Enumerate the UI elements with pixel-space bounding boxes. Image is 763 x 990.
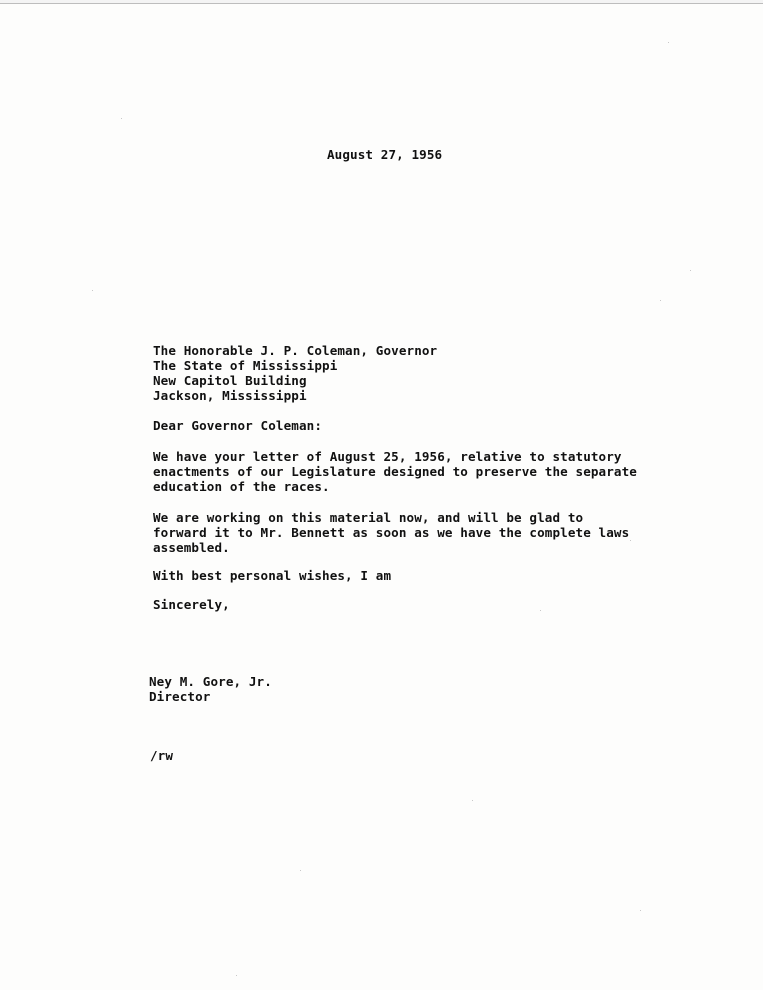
page-top-edge bbox=[0, 0, 763, 4]
paragraph-line: We have your letter of August 25, 1956, relative to statutory bbox=[153, 449, 622, 464]
salutation: Dear Governor Coleman: bbox=[153, 418, 323, 433]
paper-speck bbox=[690, 270, 691, 271]
recipient-line: The State of Mississippi bbox=[153, 358, 338, 373]
signer-name: Ney M. Gore, Jr. bbox=[149, 674, 272, 689]
paper-speck bbox=[472, 800, 473, 801]
paper-speck bbox=[236, 975, 237, 976]
paragraph-line: education of the races. bbox=[153, 479, 330, 494]
paragraph-line: We are working on this material now, and will be glad to bbox=[153, 510, 584, 525]
complimentary-close: Sincerely, bbox=[153, 597, 230, 612]
paper-speck bbox=[540, 610, 541, 611]
reference-initials: /rw bbox=[150, 748, 174, 763]
paragraph-line: assembled. bbox=[153, 540, 230, 555]
paper-speck bbox=[660, 300, 661, 301]
paragraph-line: forward it to Mr. Bennett as soon as we have the complete laws bbox=[153, 525, 630, 540]
signer-title: Director bbox=[149, 689, 211, 704]
paper-speck bbox=[630, 540, 631, 541]
paper-speck bbox=[668, 42, 669, 43]
paper-speck bbox=[121, 118, 122, 119]
paper-speck bbox=[640, 910, 641, 911]
recipient-line: The Honorable J. P. Coleman, Governor bbox=[153, 343, 438, 358]
paragraph-line: enactments of our Legislature designed to preserve the separate bbox=[153, 464, 637, 479]
recipient-line: New Capitol Building bbox=[153, 373, 307, 388]
paper-speck bbox=[300, 870, 301, 871]
paper-speck bbox=[92, 290, 93, 291]
recipient-line: Jackson, Mississippi bbox=[153, 388, 307, 403]
letter-date: August 27, 1956 bbox=[327, 147, 443, 162]
closing-line: With best personal wishes, I am bbox=[153, 568, 392, 583]
